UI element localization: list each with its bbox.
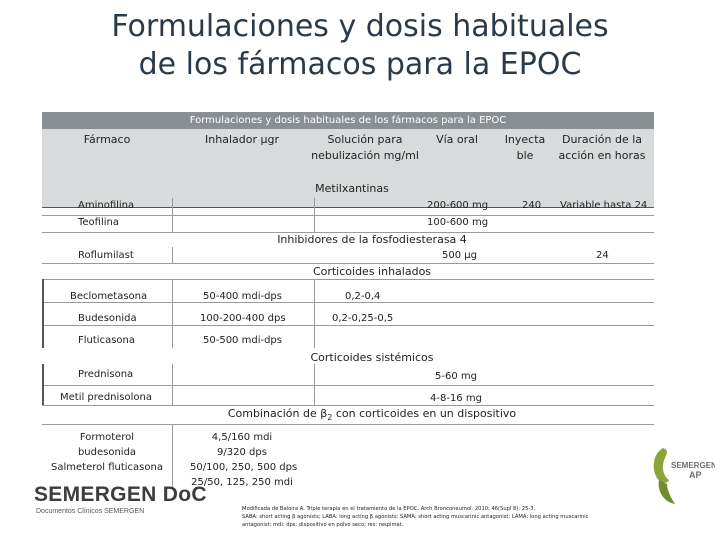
table-caption-bar [42, 112, 654, 129]
section-cs: Corticoides sistémicos [310, 351, 434, 364]
drug-name: Beclometasona [70, 291, 148, 302]
oral-dose: 200-600 mg [427, 200, 489, 211]
inhaler-dose: 50-400 mdi-dps [203, 291, 282, 302]
semergen-ap-logo [645, 440, 715, 515]
divider [314, 279, 315, 348]
logo-brand: SEMERGEN [34, 483, 157, 506]
header-duracion: Duración de la acción en horas [558, 133, 646, 162]
oral-dose: 5-60 mg [435, 371, 477, 382]
divider [42, 279, 44, 348]
drug-name: Salmeterol fluticasona [51, 462, 163, 473]
nebulizer-dose: 0,2-0,25-0,5 [332, 313, 394, 324]
table-row [42, 364, 654, 386]
drug-name: budesonida [77, 447, 137, 458]
section-metilxantinas: Metilxantinas [315, 182, 389, 195]
divider [172, 247, 173, 263]
divider [314, 198, 315, 232]
right-logo-text: SEMERGEN [671, 461, 715, 470]
header-farmaco: Fármaco [83, 133, 131, 146]
section-ci: Corticoides inhalados [312, 265, 432, 278]
reference-line: Modificada de Baloira A. Triple terapia en el tratamiento de la EPOC. Arch Bronconeumol. 2010; 46(Supl 8): 25-3. [242, 506, 536, 512]
divider [172, 424, 173, 490]
divider [172, 364, 173, 405]
divider [314, 364, 315, 405]
nebulizer-dose: 0,2-0,4 [345, 291, 381, 302]
drug-table [42, 112, 654, 490]
table-caption: Formulaciones y dosis habituales de los fármacos para la EPOC [189, 115, 507, 126]
title-line-2: de los fármacos para la EPOC [138, 47, 582, 82]
inhaler-dose: 9/320 dps [217, 447, 267, 458]
oral-dose: 4-8-16 mg [430, 393, 482, 404]
drug-name: Budesonida [78, 313, 137, 324]
section-combo: Combinación de $\beta_2$ con corticoides en un dispositivo [227, 407, 517, 423]
drug-name: Aminofilina [78, 200, 135, 211]
header-via-oral: Vía oral [436, 133, 478, 146]
duration: 24 [596, 250, 609, 261]
right-logo-sub: AP [689, 470, 702, 480]
title-line-1: Formulaciones y dosis habituales [111, 9, 609, 44]
page-title [0, 8, 720, 84]
logo-suffix: DoC [162, 483, 207, 506]
divider [172, 279, 173, 348]
reference-footnote [242, 505, 712, 529]
reference-line: SABA: short acting β agonists; LABA: long acting β agonists; SAMA: short acting muscarinic antagonist; LAMA: long acting muscarinic [242, 514, 589, 520]
section-pde4: Inhibidores de la fosfodiesterasa 4 [277, 233, 467, 246]
drug-name: Metil prednisolona [60, 392, 152, 403]
divider [42, 364, 44, 405]
divider [172, 198, 173, 232]
inhaler-dose: 4,5/160 mdi [211, 432, 273, 443]
header-inyectable: Inyecta ble [504, 133, 546, 162]
drug-name: Roflumilast [78, 250, 134, 261]
reference-line: antagonist; mdi: dps: dispositivo en polvo seco; res: respimat. [242, 522, 404, 528]
divider [42, 424, 654, 425]
inhaler-dose: 25/50, 125, 250 mdi [191, 477, 293, 488]
header-nebulizacion: Solución para nebulización mg/ml [311, 133, 419, 162]
semergen-emblem-icon [645, 440, 715, 515]
semergen-doc-logo [34, 483, 207, 515]
inhaler-dose: 50/100, 250, 500 dps [190, 462, 298, 473]
drug-name: Fluticasona [78, 335, 135, 346]
drug-name: Teofilina [78, 217, 120, 228]
drug-name: Formoterol [79, 432, 135, 443]
inhaler-dose: 50-500 mdi-dps [203, 335, 282, 346]
drug-name: Prednisona [78, 369, 134, 380]
duration: Variable hasta 24 [560, 200, 648, 211]
oral-dose: 100-600 mg [427, 217, 489, 228]
oral-dose: 500 µg [442, 250, 477, 261]
inhaler-dose: 100-200-400 dps [200, 313, 286, 324]
header-inhalador: Inhalador µgr [205, 133, 279, 146]
iny-dose: 240 [522, 200, 542, 211]
logo-subtitle: Documentos Clínicos SEMERGEN [36, 508, 145, 515]
table-row [42, 215, 654, 233]
